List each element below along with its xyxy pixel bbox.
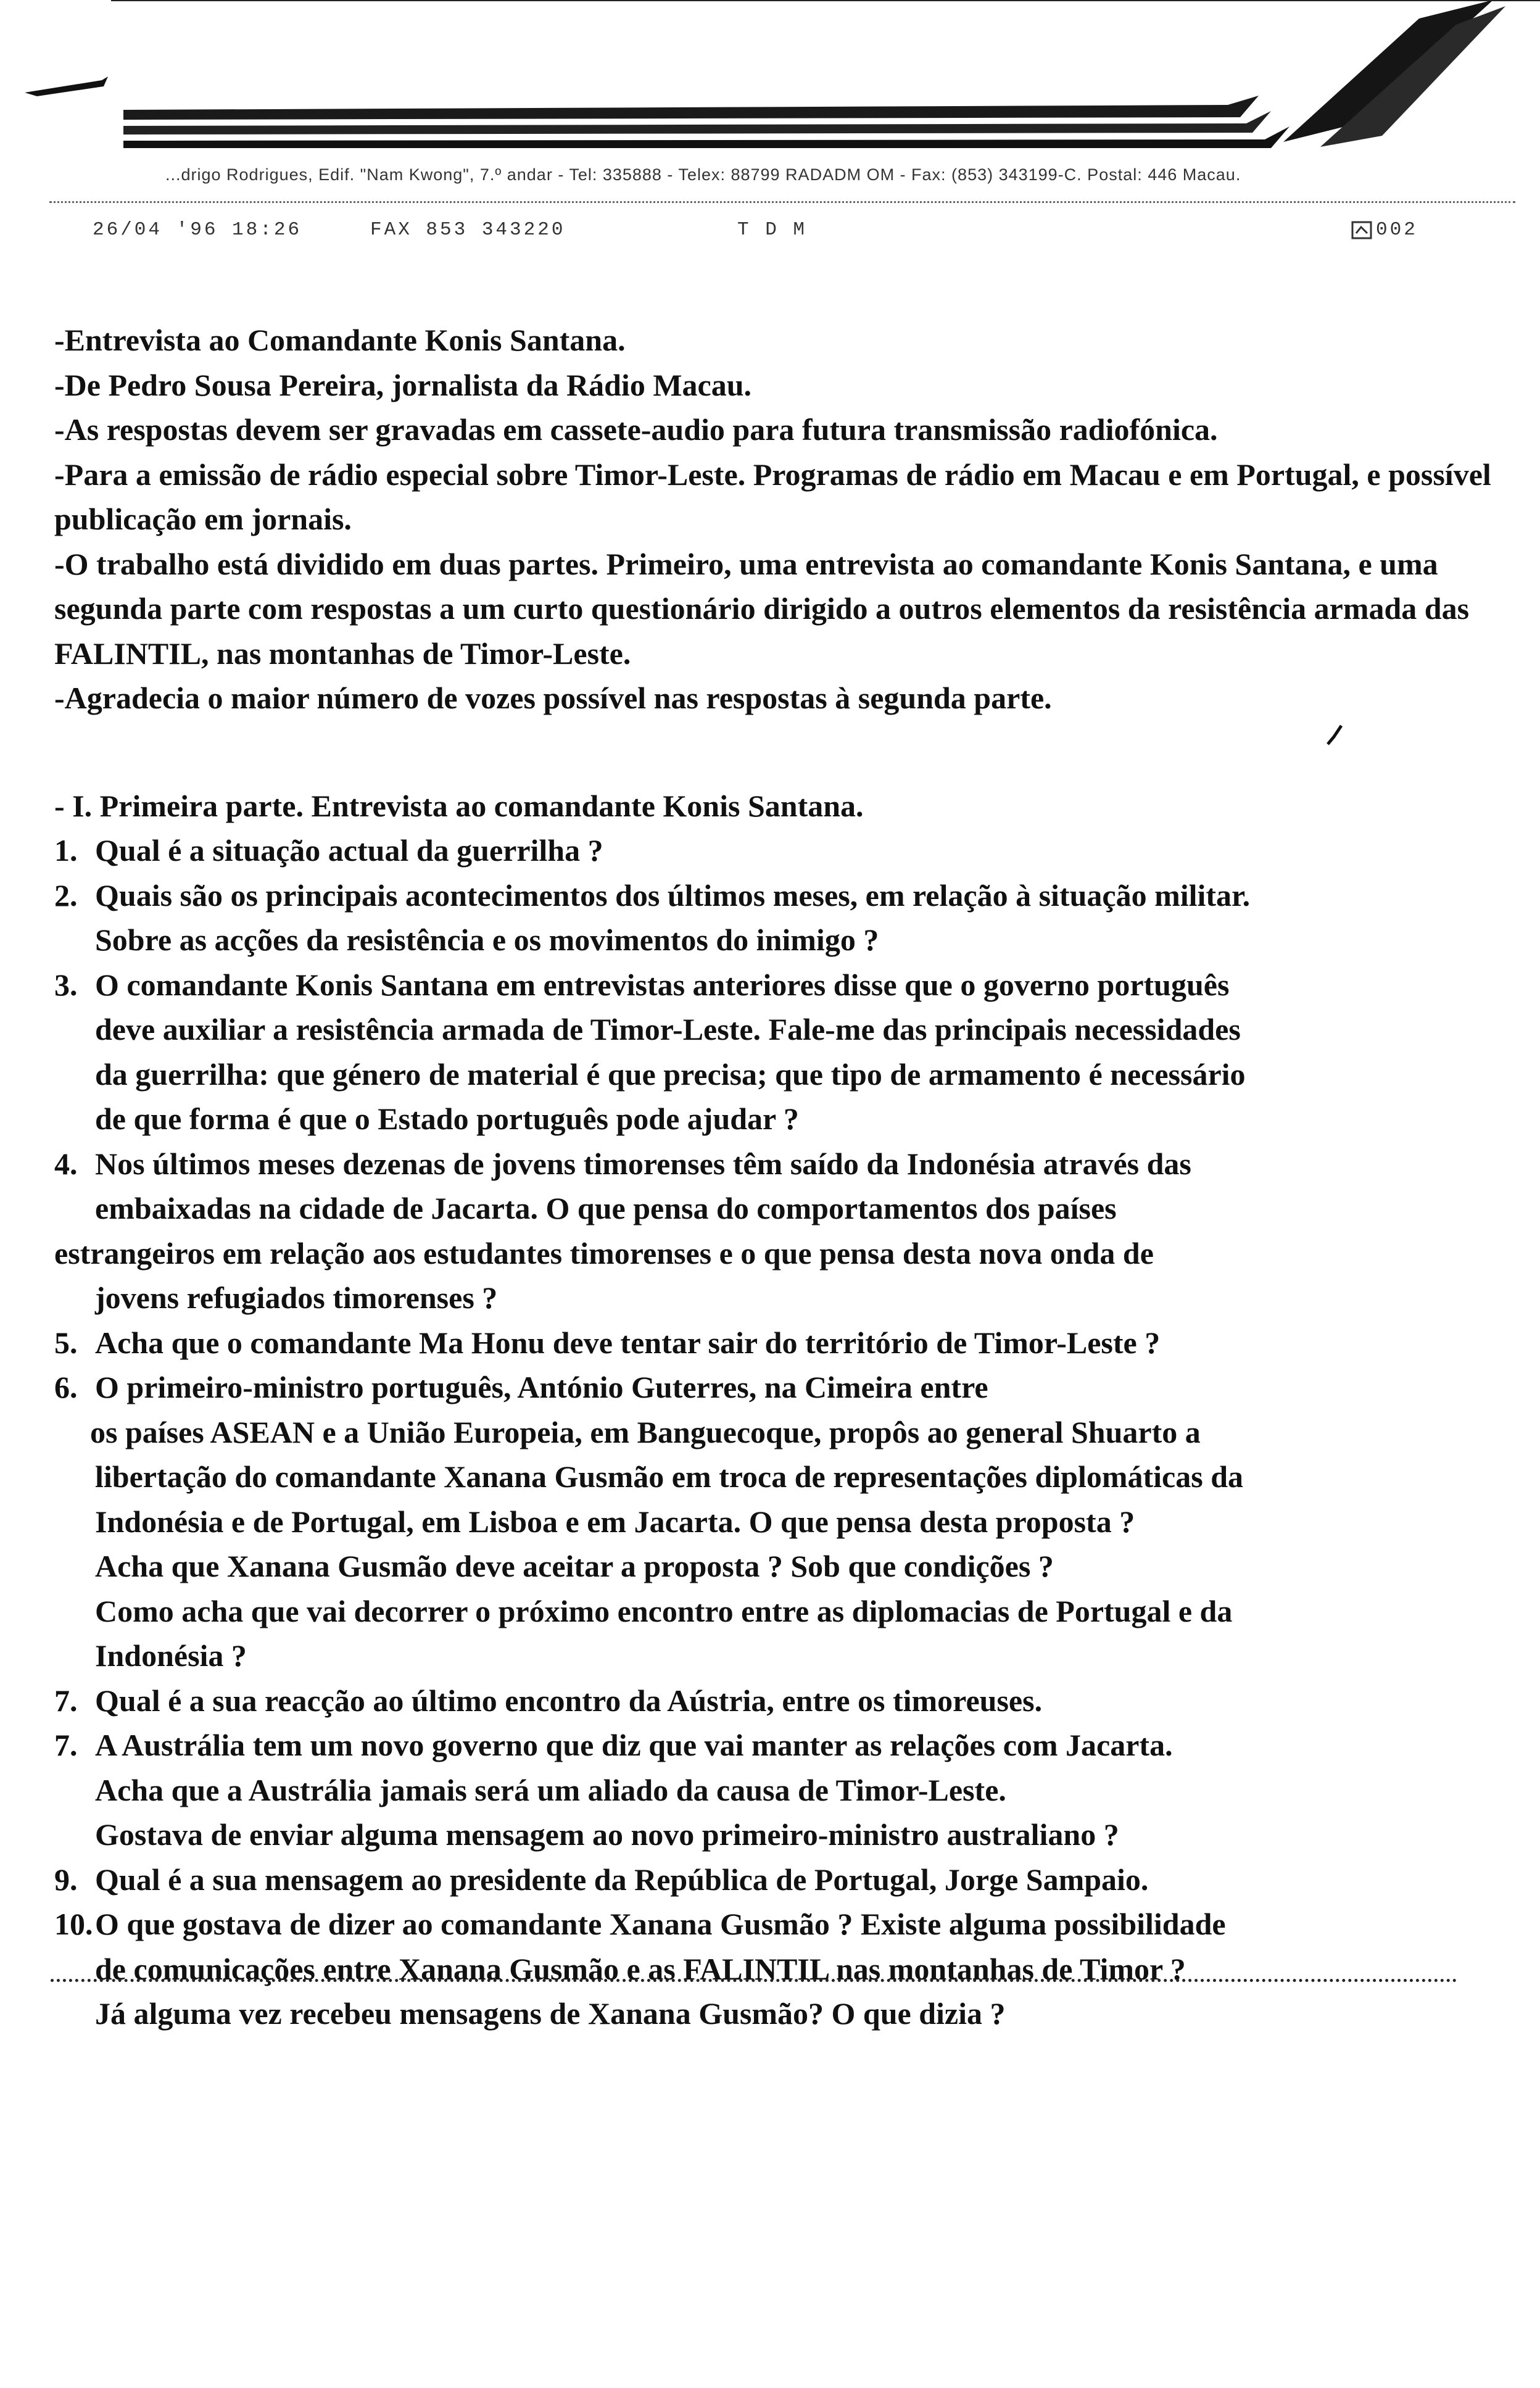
fax-page-icon: [1351, 221, 1372, 239]
fax-page-value: 002: [1376, 219, 1418, 241]
question-continuation: embaixadas na cidade de Jacarta. O que pensa do comportamentos dos países: [95, 1191, 1117, 1225]
document-body: [54, 318, 1492, 2036]
part-heading: - I. Primeira parte. Entrevista ao comandante Konis Santana.: [54, 788, 864, 823]
footer-dotted-rule: [51, 1979, 1457, 1982]
fax-datetime: 26/04 '96 18:26: [93, 219, 302, 241]
question-continuation: deve auxiliar a resistência armada de Timor-Leste. Fale-me das principais necessidades: [95, 1012, 1241, 1047]
question-continuation: Como acha que vai decorrer o próximo encontro entre as diplomacias de Portugal e da: [95, 1593, 1233, 1628]
question-item: 3. O comandante Konis Santana em entrevistas anteriores disse que o governo português: [54, 967, 1230, 1002]
intro-line: -As respostas devem ser gravadas em cassete-audio para futura transmissão radiofónica.: [54, 412, 1218, 447]
question-continuation: da guerrilha: que género de material é que precisa; que tipo de armamento é necessário: [95, 1056, 1246, 1092]
question-item: 2. Quais são os principais acontecimentos dos últimos meses, em relação à situação militar.: [54, 877, 1251, 913]
question-continuation: libertação do comandante Xanana Gusmão em troca de representações diplomáticas da: [95, 1459, 1244, 1494]
question-continuation: Indonésia ?: [95, 1638, 247, 1673]
question-continuation: de comunicações entre Xanana Gusmão e as FALINTIL nas montanhas de Timor ?: [95, 1951, 1186, 1986]
fax-page-number: [1351, 219, 1418, 241]
question-item: 9. Qual é a sua mensagem ao presidente da República de Portugal, Jorge Sampaio.: [54, 1862, 1149, 1897]
question-item: 1. Qual é a situação actual da guerrilha ?: [54, 833, 603, 868]
question-continuation: estrangeiros em relação aos estudantes timorenses e o que pensa desta nova onda de: [54, 1235, 1154, 1271]
question-continuation: Acha que Xanana Gusmão deve aceitar a proposta ? Sob que condições ?: [95, 1549, 1054, 1583]
intro-line: -Para a emissão de rádio especial sobre Timor-Leste. Programas de rádio em Macau e em Portugal, e possível publicação em jornais.: [54, 457, 1491, 536]
fax-number: FAX 853 343220: [370, 219, 566, 241]
letterhead-address: ...drigo Rodrigues, Edif. "Nam Kwong", 7.º andar - Tel: 335888 - Telex: 88799 RADADM OM - Fax: (853) 343199-C. Postal: 446 Macau.: [165, 165, 1241, 184]
question-continuation: jovens refugiados timorenses ?: [95, 1280, 498, 1315]
intro-line: -De Pedro Sousa Pereira, jornalista da Rádio Macau.: [54, 367, 752, 402]
question-continuation: Acha que a Austrália jamais será um aliado da causa de Timor-Leste.: [95, 1772, 1006, 1807]
question-continuation: Sobre as acções da resistência e os movimentos do inimigo ?: [95, 922, 879, 957]
handwritten-tick-mark: [1325, 723, 1344, 748]
question-item: 7. A Austrália tem um novo governo que diz que vai manter as relações com Jacarta.: [54, 1728, 1173, 1762]
fax-sender: T D M: [737, 219, 808, 241]
intro-line: -O trabalho está dividido em duas partes. Primeiro, uma entrevista ao comandante Konis Santana, e uma segunda parte com respostas a um curto questionário dirigido a outros elementos da resistência armada das FALINTIL, nas montanhas de Timor-Leste.: [54, 546, 1470, 671]
question-item: 6. O primeiro-ministro português, António Guterres, na Cimeira entre: [54, 1370, 988, 1404]
question-continuation: Já alguma vez recebeu mensagens de Xanana Gusmão? O que dizia ?: [95, 1996, 1006, 2031]
question-item: 4. Nos últimos meses dezenas de jovens timorenses têm saído da Indonésia através das: [54, 1146, 1191, 1181]
header-divider: [49, 201, 1515, 203]
question-continuation: os países ASEAN e a União Europeia, em Banguecoque, propôs ao general Shuarto a: [90, 1414, 1201, 1449]
question-continuation: Indonésia e de Portugal, em Lisboa e em Jacarta. O que pensa desta proposta ?: [95, 1504, 1135, 1539]
intro-section: [54, 318, 1492, 721]
question-continuation: Gostava de enviar alguma mensagem ao novo primeiro-ministro australiano ?: [95, 1817, 1119, 1852]
letterhead-logo-bars: [0, 0, 1540, 167]
question-item: 7. Qual é a sua reacção ao último encontro da Aústria, entre os timoreuses.: [54, 1683, 1043, 1718]
intro-line: -Entrevista ao Comandante Konis Santana.: [54, 323, 626, 357]
section-spacer: [54, 721, 1492, 784]
question-continuation: de que forma é que o Estado português pode ajudar ?: [95, 1101, 799, 1136]
question-list: [54, 828, 1492, 2036]
question-item: 10.O que gostava de dizer ao comandante Xanana Gusmão ? Existe alguma possibilidade: [54, 1907, 1226, 1941]
question-item: 5. Acha que o comandante Ma Honu deve tentar sair do território de Timor-Leste ?: [54, 1325, 1161, 1360]
intro-line: -Agradecia o maior número de vozes possível nas respostas à segunda parte.: [54, 681, 1052, 715]
